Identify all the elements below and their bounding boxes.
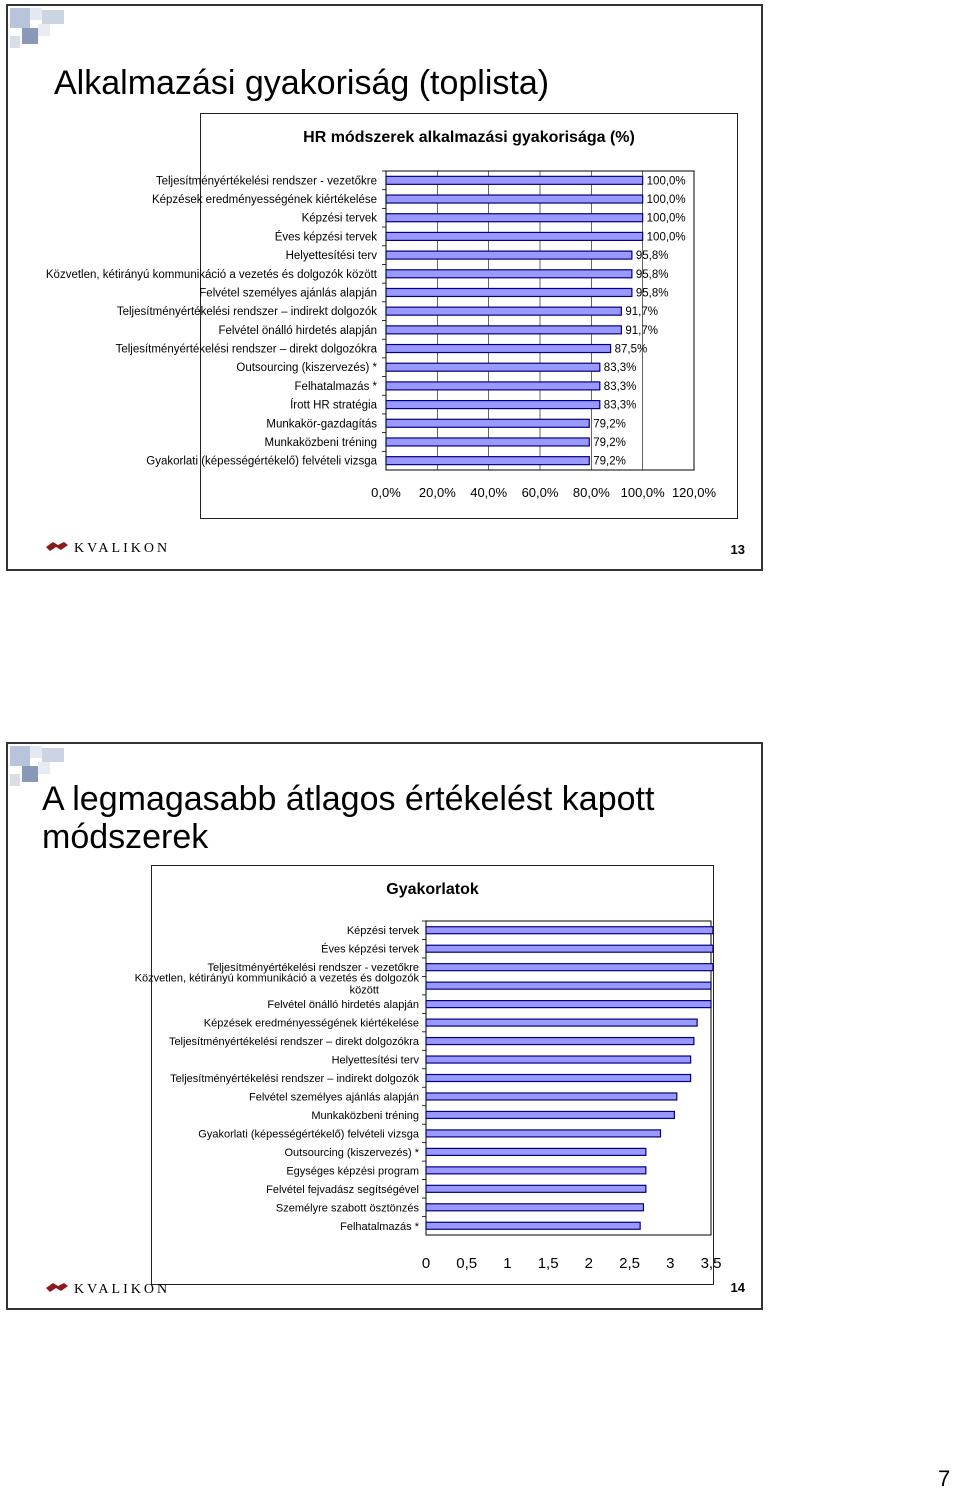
slide-title: A legmagasabb átlagos értékelést kapott módszerek <box>42 780 655 856</box>
category-label: Közvetlen, kétirányú kommunikáció a vezetés és dolgozók <box>134 972 419 985</box>
category-label: Helyettesítési terv <box>285 250 377 263</box>
category-label: Képzési tervek <box>301 212 377 225</box>
frequency-chart <box>8 6 763 571</box>
bar <box>426 982 711 989</box>
data-label: 79,2% <box>593 418 626 431</box>
slide-title: Alkalmazási gyakoriság (toplista) <box>54 64 550 102</box>
category-label: Felhatalmazás * <box>340 1220 419 1233</box>
x-tick-label: 1,5 <box>537 1255 559 1272</box>
data-label: 100,0% <box>646 212 686 225</box>
brand-name: KVALIKON <box>74 1282 171 1297</box>
data-label: 91,7% <box>625 306 658 319</box>
chart-title: HR módszerek alkalmazási gyakorisága (%) <box>303 129 635 146</box>
category-label: Teljesítményértékelési rendszer – indirekt dolgozók <box>116 306 377 319</box>
logo-mark-icon <box>44 540 70 554</box>
data-label: 83,3% <box>603 362 637 375</box>
bar <box>386 326 621 334</box>
x-tick-label: 1 <box>503 1255 512 1272</box>
rating-chart <box>8 744 763 1310</box>
bar <box>426 1019 697 1026</box>
bar <box>426 927 713 934</box>
slide-number: 13 <box>730 542 745 557</box>
category-label: Írott HR stratégia <box>290 399 377 412</box>
bar <box>426 1075 691 1082</box>
category-label: Helyettesítési terv <box>331 1054 419 1067</box>
bar <box>426 945 713 952</box>
category-label: Képzések eredményességének kiértékelése <box>151 194 377 207</box>
category-label: Képzési tervek <box>346 925 419 938</box>
x-tick-label: 3 <box>666 1255 675 1272</box>
bar <box>426 1093 677 1100</box>
bar <box>386 270 632 278</box>
category-label: Munkaközbeni tréning <box>264 436 377 449</box>
category-label: Teljesítményértékelési rendszer – direkt dolgozókra <box>115 343 377 356</box>
x-tick-label: 120,0% <box>671 485 717 500</box>
x-tick-label: 100,0% <box>620 485 665 500</box>
data-label: 100,0% <box>646 194 686 207</box>
bar <box>386 176 643 184</box>
bar <box>386 345 611 353</box>
bar <box>426 1001 711 1008</box>
x-tick-label: 40,0% <box>470 485 508 500</box>
bar <box>386 307 621 315</box>
bar <box>386 232 643 240</box>
x-tick-label: 2 <box>584 1255 594 1272</box>
bar <box>386 438 589 446</box>
x-tick-label: 3,5 <box>700 1255 722 1272</box>
bar <box>426 1056 691 1063</box>
slide-14 <box>6 742 763 1310</box>
data-label: 83,3% <box>603 399 637 412</box>
category-label: Felvétel önálló hirdetés alapján <box>267 999 419 1012</box>
bar <box>426 1204 643 1211</box>
category-label: Éves képzési tervek <box>274 231 377 244</box>
bar <box>386 401 600 409</box>
x-tick-label: 0 <box>421 1255 431 1272</box>
bar <box>426 1167 646 1174</box>
x-tick-label: 60,0% <box>521 485 559 500</box>
x-tick-label: 0,0% <box>371 485 401 500</box>
bar <box>386 251 632 259</box>
bar <box>426 1130 661 1137</box>
category-label: Felhatalmazás * <box>294 380 377 393</box>
bar <box>386 195 643 203</box>
bar <box>386 288 632 296</box>
category-label: Gyakorlati (képességértékelő) felvételi vizsga <box>198 1128 419 1141</box>
category-label: Éves képzési tervek <box>321 943 419 956</box>
category-label: Teljesítményértékelési rendszer - vezetőkre <box>155 175 377 188</box>
bar <box>426 1038 694 1045</box>
bar <box>426 964 713 971</box>
bar <box>426 1148 646 1155</box>
x-tick-label: 0,5 <box>456 1255 478 1272</box>
data-label: 100,0% <box>646 175 686 188</box>
data-label: 79,2% <box>593 436 626 449</box>
category-label: Felvétel önálló hirdetés alapján <box>218 324 377 337</box>
bar <box>386 457 589 465</box>
x-tick-label: 80,0% <box>572 485 610 500</box>
category-label: között <box>349 984 379 997</box>
category-label: Személyre szabott ösztönzés <box>275 1202 419 1215</box>
data-label: 95,8% <box>635 250 669 263</box>
x-tick-label: 2,5 <box>619 1255 641 1272</box>
slide-number: 14 <box>730 1280 745 1295</box>
data-label: 87,5% <box>614 343 648 356</box>
data-label: 95,8% <box>635 287 669 300</box>
brand-logo <box>44 1281 171 1297</box>
category-label: Teljesítményértékelési rendszer – direkt dolgozókra <box>168 1036 419 1049</box>
category-label: Teljesítményértékelési rendszer - vezetőkre <box>207 962 419 975</box>
category-label: Képzések eredményességének kiértékelése <box>203 1017 419 1030</box>
category-label: Gyakorlati (képességértékelő) felvételi vizsga <box>146 455 377 468</box>
data-label: 100,0% <box>646 231 686 244</box>
data-label: 79,2% <box>593 455 626 468</box>
category-label: Outsourcing (kiszervezés) * <box>236 362 377 375</box>
x-tick-label: 20,0% <box>418 485 456 500</box>
bar <box>426 1222 640 1229</box>
data-label: 95,8% <box>635 268 669 281</box>
category-label: Felvétel személyes ajánlás alapján <box>199 287 377 300</box>
document-page-number: 7 <box>938 1466 951 1491</box>
chart-title: Gyakorlatok <box>386 881 479 898</box>
bar <box>386 382 600 390</box>
bar <box>426 1111 674 1118</box>
data-label: 91,7% <box>625 324 658 337</box>
brand-name: KVALIKON <box>74 541 171 556</box>
logo-mark-icon <box>44 1281 70 1295</box>
category-label: Közvetlen, kétirányú kommunikáció a vezetés és dolgozók között <box>45 268 377 281</box>
category-label: Teljesítményértékelési rendszer – indirekt dolgozók <box>170 1073 419 1085</box>
data-label: 83,3% <box>603 380 637 393</box>
bar <box>386 363 600 371</box>
category-label: Egységes képzési program <box>286 1165 419 1178</box>
category-label: Munkakör-gazdagítás <box>266 418 377 431</box>
bar <box>386 419 589 427</box>
slide-13 <box>6 4 763 571</box>
brand-logo <box>44 540 171 556</box>
category-label: Outsourcing (kiszervezés) * <box>284 1146 419 1159</box>
category-label: Felvétel személyes ajánlás alapján <box>249 1091 419 1104</box>
bar <box>386 214 643 222</box>
category-label: Felvétel fejvadász segítségével <box>266 1183 419 1196</box>
bar <box>426 1185 646 1192</box>
category-label: Munkaközbeni tréning <box>311 1109 419 1122</box>
